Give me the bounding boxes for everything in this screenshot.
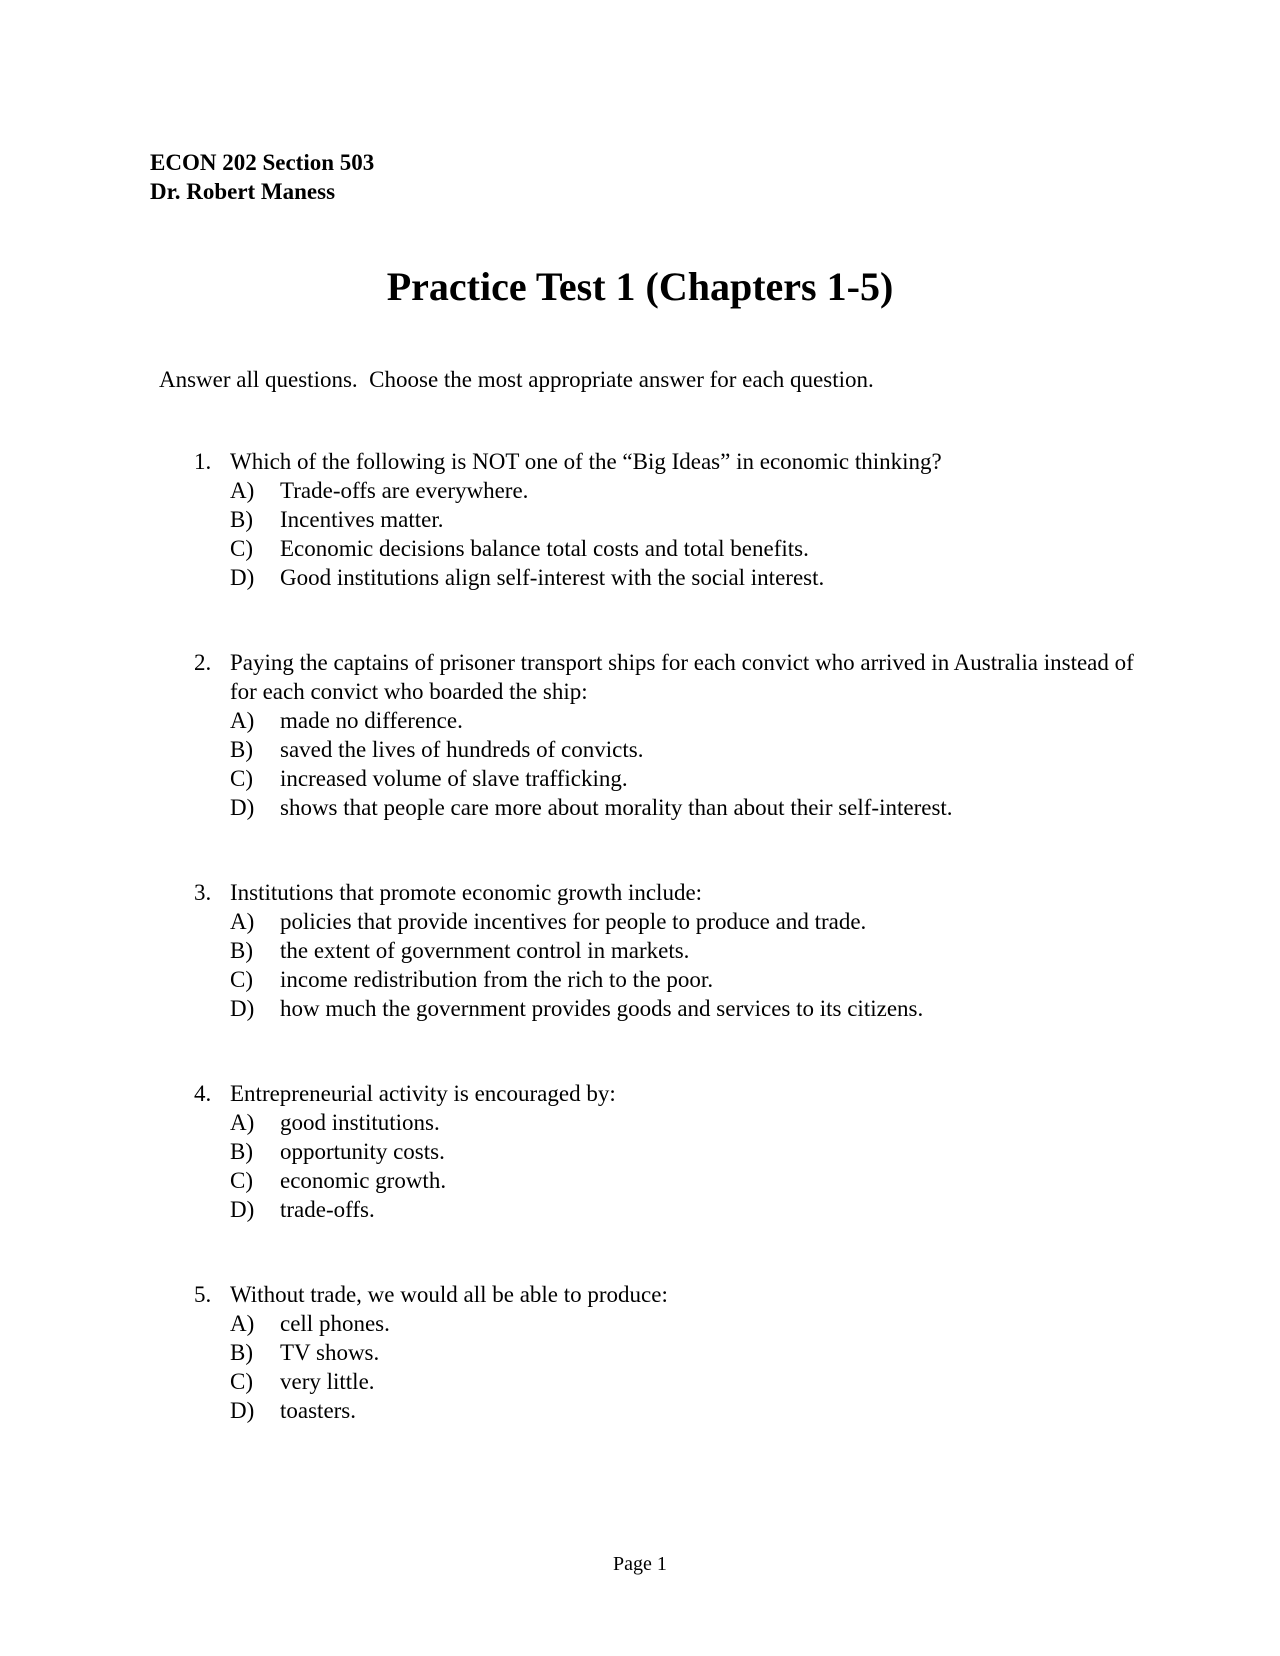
option-letter: C) <box>230 1168 253 1193</box>
option-letter: C) <box>230 1369 253 1394</box>
option-letter: C) <box>230 766 253 791</box>
option-text: policies that provide incentives for people to produce and trade. <box>280 909 867 934</box>
question-number: 1. <box>194 449 212 474</box>
option-letter: D) <box>230 565 255 590</box>
option-letter: C) <box>230 967 253 992</box>
option-letter: D) <box>230 1398 255 1423</box>
option-text: increased volume of slave trafficking. <box>280 766 628 791</box>
option-letter: C) <box>230 536 253 561</box>
option-letter: D) <box>230 1197 255 1222</box>
answer-option-b <box>194 1137 1154 1166</box>
option-text: economic growth. <box>280 1168 447 1193</box>
answer-option-d <box>194 563 1154 592</box>
course-header <box>150 148 374 206</box>
option-text: very little. <box>280 1369 375 1394</box>
option-text: how much the government provides goods and services to its citizens. <box>280 996 924 1021</box>
option-text: cell phones. <box>280 1311 390 1336</box>
option-letter: B) <box>230 938 253 963</box>
question-2 <box>194 648 1154 822</box>
option-letter: A) <box>230 909 255 934</box>
answer-option-b <box>194 735 1154 764</box>
option-letter: A) <box>230 478 255 503</box>
option-letter: D) <box>230 996 255 1021</box>
answer-option-a <box>194 476 1154 505</box>
question-number: 3. <box>194 880 212 905</box>
answer-option-d <box>194 793 1154 822</box>
question-5 <box>194 1280 1154 1425</box>
question-stem <box>194 878 1154 907</box>
answer-option-a <box>194 706 1154 735</box>
question-1 <box>194 447 1154 592</box>
page-number: Page 1 <box>613 1553 667 1575</box>
question-number: 2. <box>194 650 212 675</box>
option-letter: B) <box>230 1139 253 1164</box>
option-letter: A) <box>230 1110 255 1135</box>
question-text: Without trade, we would all be able to produce: <box>230 1282 668 1307</box>
answer-option-a <box>194 907 1154 936</box>
question-number: 4. <box>194 1081 212 1106</box>
answer-option-c <box>194 534 1154 563</box>
answer-option-b <box>194 936 1154 965</box>
answer-option-b <box>194 1338 1154 1367</box>
question-stem <box>194 447 1154 476</box>
answer-option-c <box>194 965 1154 994</box>
question-4 <box>194 1079 1154 1224</box>
question-text: Entrepreneurial activity is encouraged by: <box>230 1081 616 1106</box>
question-text: Which of the following is NOT one of the “Big Ideas” in economic thinking? <box>230 449 942 474</box>
answer-option-a <box>194 1309 1154 1338</box>
question-number: 5. <box>194 1282 212 1307</box>
question-text: Institutions that promote economic growth include: <box>230 880 703 905</box>
question-stem <box>194 648 1154 706</box>
option-letter: A) <box>230 1311 255 1336</box>
option-letter: B) <box>230 1340 253 1365</box>
answer-option-a <box>194 1108 1154 1137</box>
page-title: Practice Test 1 (Chapters 1-5) <box>386 264 894 309</box>
question-3 <box>194 878 1154 1023</box>
option-text: Trade-offs are everywhere. <box>280 478 529 503</box>
option-letter: A) <box>230 708 255 733</box>
option-text: the extent of government control in markets. <box>280 938 690 963</box>
option-letter: D) <box>230 795 255 820</box>
option-text: made no difference. <box>280 708 463 733</box>
answer-option-c <box>194 1367 1154 1396</box>
option-text: saved the lives of hundreds of convicts. <box>280 737 644 762</box>
option-text: trade-offs. <box>280 1197 375 1222</box>
option-text: Good institutions align self-interest with the social interest. <box>280 565 825 590</box>
instructions: Answer all questions. Choose the most appropriate answer for each question. <box>159 367 874 392</box>
option-text: Incentives matter. <box>280 507 444 532</box>
option-text: income redistribution from the rich to the poor. <box>280 967 714 992</box>
answer-option-d <box>194 1195 1154 1224</box>
option-text: good institutions. <box>280 1110 440 1135</box>
option-text: Economic decisions balance total costs and total benefits. <box>280 536 809 561</box>
answer-option-c <box>194 1166 1154 1195</box>
option-text: opportunity costs. <box>280 1139 445 1164</box>
option-letter: B) <box>230 507 253 532</box>
question-text: Paying the captains of prisoner transport ships for each convict who arrived in Australia instead of for each convict who boarded the ship: <box>230 650 1134 704</box>
course-name: ECON 202 Section 503 <box>150 150 375 175</box>
option-text: toasters. <box>280 1398 357 1423</box>
answer-option-d <box>194 1396 1154 1425</box>
question-stem <box>194 1079 1154 1108</box>
answer-option-d <box>194 994 1154 1023</box>
question-stem <box>194 1280 1154 1309</box>
option-letter: B) <box>230 737 253 762</box>
answer-option-b <box>194 505 1154 534</box>
answer-option-c <box>194 764 1154 793</box>
option-text: shows that people care more about morality than about their self-interest. <box>280 795 953 820</box>
option-text: TV shows. <box>280 1340 380 1365</box>
instructor-name: Dr. Robert Maness <box>150 179 336 204</box>
